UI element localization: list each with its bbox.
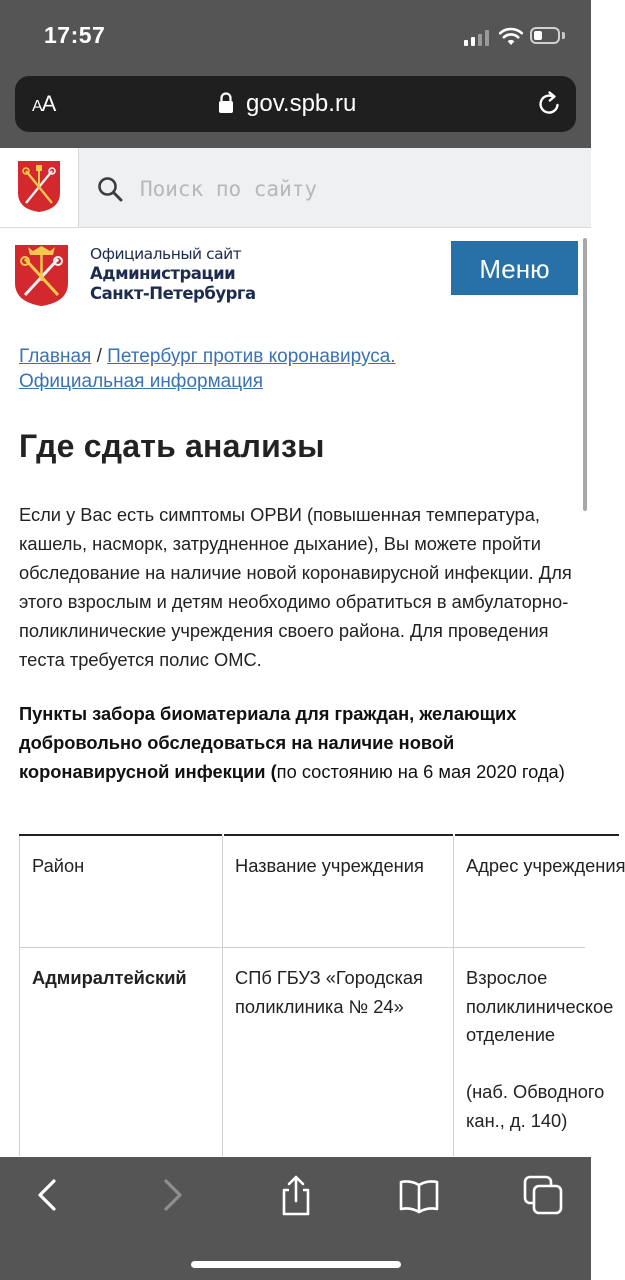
intro-line: Если у Вас есть симптомы ОРВИ (повышенная температура, xyxy=(19,504,540,525)
intro-line: теста требуется полис ОМС. xyxy=(19,649,262,670)
battery-tip xyxy=(562,32,565,39)
table-cell-district: Адмиралтейский xyxy=(32,967,187,988)
intro-line: этого взрослым и детям необходимо обратиться в амбулаторно- xyxy=(19,591,569,612)
points-heading-date: по состоянию на 6 мая 2020 года) xyxy=(276,761,565,782)
table-cell-institution: СПб ГБУЗ «Городская поликлиника № 24» xyxy=(235,967,423,1017)
battery-icon xyxy=(530,27,560,44)
points-heading-line3-bold: коронавирусной инфекции ( xyxy=(19,761,277,782)
intro-line: кашель, насморк, затрудненное дыхание), Вы можете пройти xyxy=(19,533,541,554)
page-title: Где сдать анализы xyxy=(19,428,325,464)
menu-button[interactable]: Меню xyxy=(451,241,578,295)
text-size-button[interactable]: AA xyxy=(32,91,56,116)
browser-top-chrome xyxy=(0,0,591,148)
emblem-box[interactable] xyxy=(0,148,79,227)
reload-icon[interactable] xyxy=(535,90,563,118)
intro-paragraph xyxy=(19,500,619,674)
url-text[interactable]: gov.spb.ru xyxy=(246,90,357,117)
table-cell-address: Взрослое поликлиническое отделение (наб. Обводного кан., д. 140) xyxy=(466,967,614,1131)
table-row xyxy=(19,948,619,1158)
breadcrumb xyxy=(19,344,559,394)
back-icon[interactable] xyxy=(26,1173,70,1217)
breadcrumb-separator: / xyxy=(91,346,108,367)
spb-coat-of-arms-icon xyxy=(16,159,62,213)
tabs-icon[interactable] xyxy=(521,1173,565,1217)
points-heading-line1: Пункты забора биоматериала для граждан, желающих xyxy=(19,703,517,724)
breadcrumb-section-link[interactable]: Петербург против коронавируса. Официальная информация xyxy=(19,346,396,392)
wifi-icon xyxy=(499,27,523,47)
page-scrollbar[interactable] xyxy=(583,238,587,511)
home-indicator[interactable] xyxy=(191,1261,401,1268)
table-header-address: Адрес учреждения xyxy=(466,855,625,876)
share-icon[interactable] xyxy=(274,1173,318,1217)
table-header-institution: Название учреждения xyxy=(235,855,424,876)
site-search-input[interactable] xyxy=(140,172,560,206)
table-header-row xyxy=(19,836,625,947)
search-icon[interactable] xyxy=(96,175,124,203)
status-time: 17:57 xyxy=(44,22,106,48)
breadcrumb-home-link[interactable]: Главная xyxy=(19,346,92,367)
site-title-line1: Официальный сайт xyxy=(90,245,242,263)
bookmarks-icon[interactable] xyxy=(397,1173,441,1217)
status-bar xyxy=(0,0,591,70)
site-title[interactable] xyxy=(90,244,320,304)
points-heading-line2: добровольно обследоваться на наличие новой xyxy=(19,732,455,753)
forward-icon[interactable] xyxy=(150,1173,194,1217)
table-header-district: Район xyxy=(32,855,85,876)
spb-coat-of-arms-logo[interactable] xyxy=(13,243,70,307)
lock-icon xyxy=(218,92,234,114)
points-heading xyxy=(19,699,619,786)
site-title-line2: Администрации xyxy=(90,264,236,283)
intro-line: поликлинические учреждения своего района. Для проведения xyxy=(19,620,549,641)
site-title-line3: Санкт-Петербурга xyxy=(90,284,256,303)
intro-line: обследование на наличие новой коронавирусной инфекции. Для xyxy=(19,562,572,583)
cellular-signal-icon xyxy=(464,30,490,46)
address-bar[interactable] xyxy=(15,76,576,132)
